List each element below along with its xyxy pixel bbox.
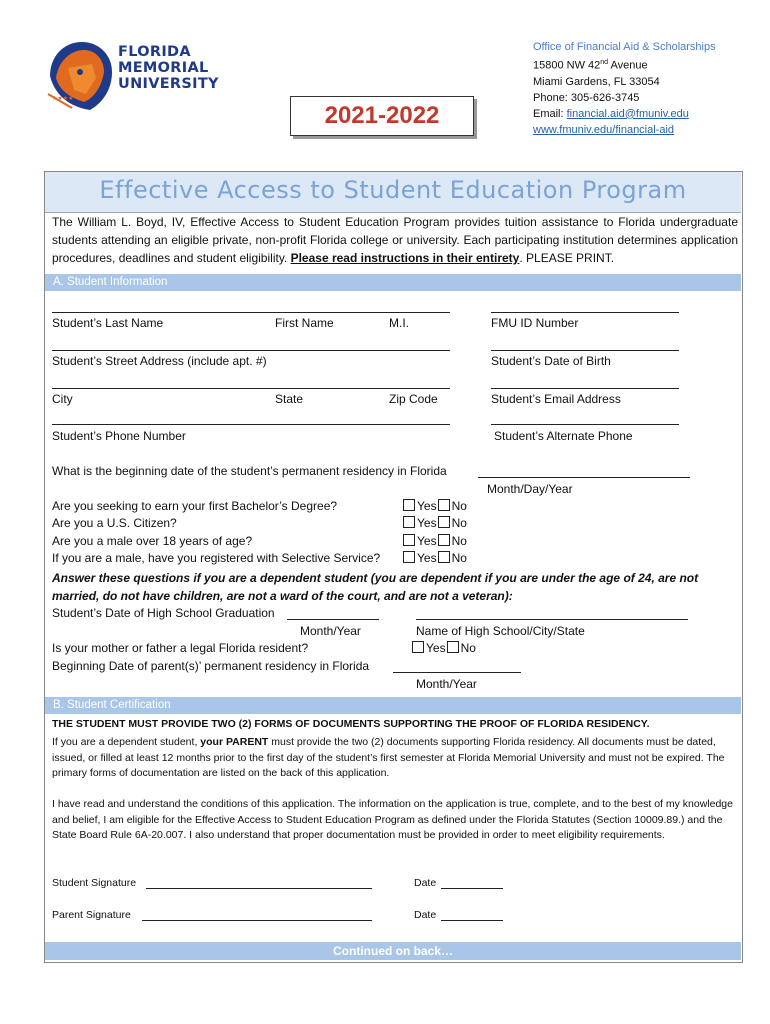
checkbox-no[interactable] — [438, 551, 450, 563]
last-name-label: Student’s Last Name — [52, 316, 164, 330]
mi-label: M.I. — [389, 316, 409, 330]
yesno-citizen: Yes No — [403, 516, 467, 530]
parent-residency-line[interactable] — [393, 672, 521, 673]
documents-paragraph: If you are a dependent student, your PARENT must provide the two (2) documents supporting Florida residency. All documents must be dated, issued, or filled at least 12 months prior to the first day of the student’s first semester at Florida Memorial University and must not be expired. The primary forms of documentation are listed on the back of this application. — [52, 736, 725, 779]
city-line[interactable] — [52, 388, 450, 389]
dob-label: Student’s Date of Birth — [491, 354, 611, 368]
certification-paragraph: I have read and understand the conditions of this application. The information on the application is true, complete, and to the best of my knowledge and belief, I am eligible for the Effective Access to Student Education Program as defined under the Florida Statutes (Section 10009.89.) and the State Board Rule 6A-20.007. I also understand that proper documentation must be provided in order to meet eligibility requirements. — [52, 798, 733, 841]
phone-line[interactable] — [52, 424, 450, 425]
hs-grad-line[interactable] — [287, 619, 379, 620]
state-label: State — [275, 392, 304, 406]
hs-name-line[interactable] — [416, 619, 688, 620]
residency-date-line[interactable] — [478, 477, 690, 478]
question-male-18: Are you a male over 18 years of age? — [52, 534, 253, 548]
checkbox-no[interactable] — [438, 516, 450, 528]
parent-date-label: Date — [414, 909, 437, 921]
dependent-note: Answer these questions if you are a dependent student (you are dependent if you are under the age of 24, are not married, do not have children, are not a ward of the court, and are not a veteran): — [52, 571, 699, 603]
yesno-male-18: Yes No — [403, 534, 467, 548]
checkbox-no[interactable] — [438, 499, 450, 511]
email-line[interactable] — [491, 388, 679, 389]
first-name-label: First Name — [275, 316, 334, 330]
documents-heading: THE STUDENT MUST PROVIDE TWO (2) FORMS OF DOCUMENTS SUPPORTING THE PROOF OF FLORIDA RESIDENCY. — [52, 718, 650, 730]
office-address-line1: 15800 NW 42nd Avenue — [533, 59, 648, 72]
fmu-id-label: FMU ID Number — [491, 316, 579, 330]
instructions-emphasis: Please read instructions in their entirety — [290, 251, 520, 265]
checkbox-no[interactable] — [438, 534, 450, 546]
alt-phone-label: Student’s Alternate Phone — [494, 429, 633, 443]
website-link[interactable]: www.fmuniv.edu/financial-aid — [533, 123, 675, 136]
office-address-line2: Miami Gardens, FL 33054 — [533, 75, 660, 88]
email-link[interactable]: financial.aid@fmuniv.edu — [566, 107, 689, 120]
parent-signature-line[interactable] — [142, 920, 372, 921]
continued-footer: Continued on back… — [45, 942, 741, 960]
section-a-header: A. Student Information — [45, 274, 741, 291]
zip-label: Zip Code — [389, 392, 438, 406]
student-date-line[interactable] — [441, 888, 503, 889]
logo-line-3: UNIVERSITY — [118, 76, 219, 92]
checkbox-yes[interactable] — [403, 516, 415, 528]
logo-line-1: FLORIDA — [118, 44, 191, 60]
logo-wordmark — [118, 44, 219, 92]
svg-text:★★★★: ★★★★ — [52, 96, 74, 102]
form-title: Effective Access to Student Education Program — [99, 176, 687, 204]
checkbox-yes[interactable] — [412, 641, 424, 653]
residency-question: What is the beginning date of the student’s permanent residency in Florida — [52, 464, 447, 478]
hs-grad-label: Student’s Date of High School Graduation — [52, 606, 275, 620]
street-label: Student’s Street Address (include apt. #) — [52, 354, 267, 368]
residency-date-hint: Month/Day/Year — [487, 482, 573, 496]
student-signature-line[interactable] — [146, 888, 372, 889]
fmu-id-line[interactable] — [491, 312, 679, 313]
student-signature-label: Student Signature — [52, 877, 137, 889]
yesno-bachelor: Yes No — [403, 499, 467, 513]
yesno-selective-service: Yes No — [403, 551, 467, 565]
parent-date-line[interactable] — [441, 920, 503, 921]
office-contact — [533, 39, 716, 138]
city-label: City — [52, 392, 73, 406]
question-selective-service: If you are a male, have you registered with Selective Service? — [52, 551, 381, 565]
parent-resident-question: Is your mother or father a legal Florida resident? — [52, 641, 309, 655]
parent-residency-label: Beginning Date of parent(s)’ permanent residency in Florida — [52, 659, 370, 673]
checkbox-no[interactable] — [447, 641, 459, 653]
intro-paragraph: The William L. Boyd, IV, Effective Access to Student Education Program provides tuition assistance to Florida undergraduate students attending an eligible private, non-profit Florida college or university. Each participating institution determines application procedures, deadlines and student eligibility. Please read instructions in their entirety. PLEASE PRINT. — [52, 215, 738, 265]
hs-grad-hint: Month/Year — [300, 624, 361, 638]
question-bachelor: Are you seeking to earn your first Bachelor’s Degree? — [52, 499, 338, 513]
logo-line-2: MEMORIAL — [118, 60, 209, 76]
yesno-parent-resident: Yes No — [412, 641, 476, 655]
street-line[interactable] — [52, 350, 450, 351]
name-line[interactable] — [52, 312, 450, 313]
checkbox-yes[interactable] — [403, 534, 415, 546]
checkbox-yes[interactable] — [403, 551, 415, 563]
phone-label: Student’s Phone Number — [52, 429, 186, 443]
parent-signature-label: Parent Signature — [52, 909, 131, 921]
parent-residency-hint: Month/Year — [416, 677, 477, 691]
email-label: Student’s Email Address — [491, 392, 621, 406]
year-badge: 2021-2022 — [290, 96, 474, 136]
hs-name-hint: Name of High School/City/State — [416, 624, 585, 638]
office-phone: Phone: 305-626-3745 — [533, 91, 640, 104]
checkbox-yes[interactable] — [403, 499, 415, 511]
office-name: Office of Financial Aid & Scholarships — [533, 41, 716, 53]
alt-phone-line[interactable] — [491, 424, 679, 425]
dob-line[interactable] — [491, 350, 679, 351]
section-b-header: B. Student Certification — [45, 697, 741, 714]
office-email: Email: financial.aid@fmuniv.edu — [533, 107, 689, 120]
student-date-label: Date — [414, 877, 437, 889]
question-citizen: Are you a U.S. Citizen? — [52, 516, 177, 530]
